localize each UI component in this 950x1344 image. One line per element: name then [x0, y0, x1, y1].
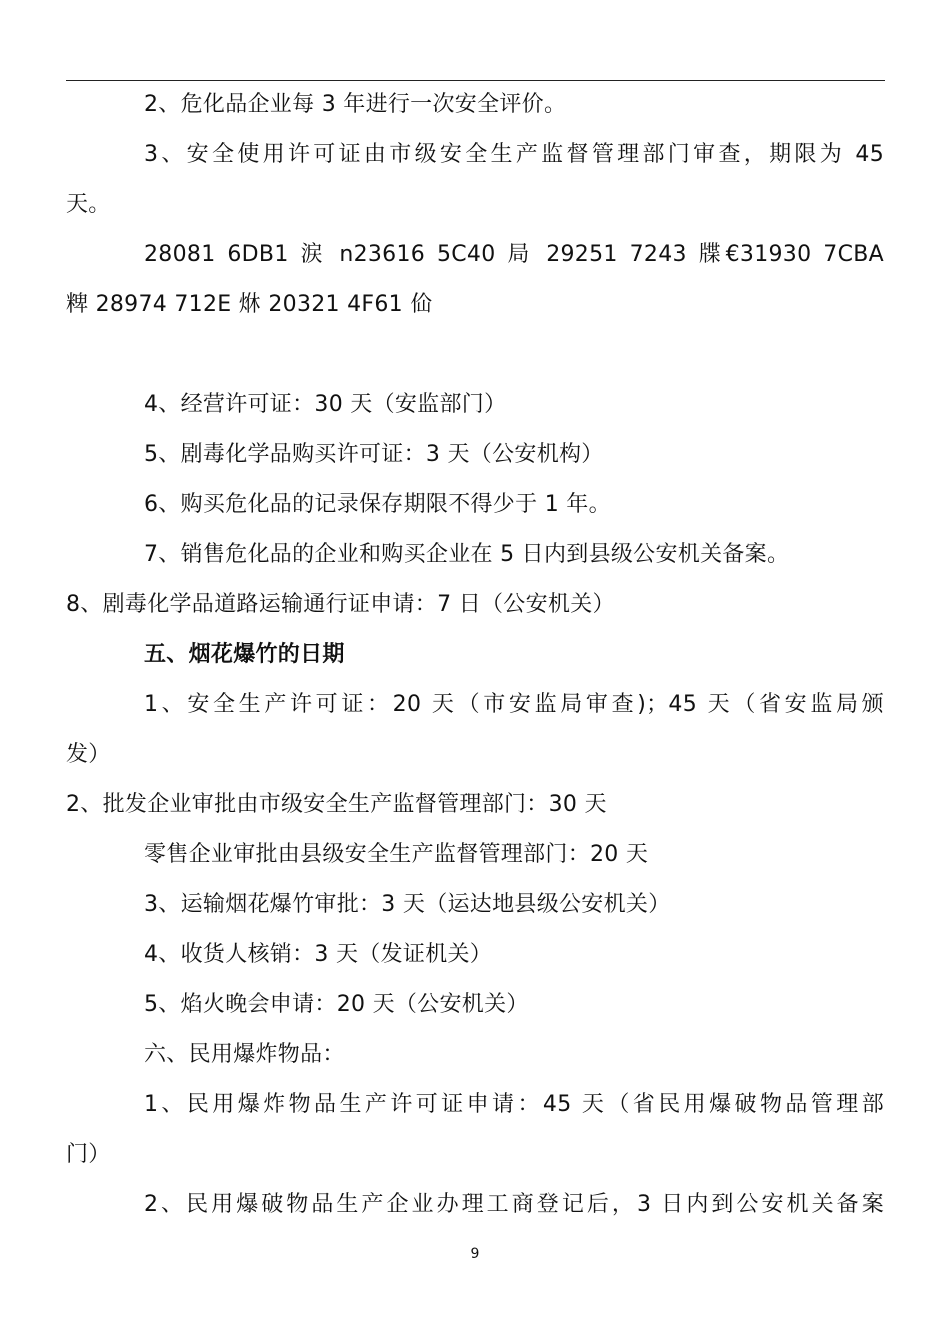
page-number: 9 — [470, 1246, 480, 1262]
section-heading-fireworks: 五、烟花爆竹的日期 — [144, 642, 345, 667]
section-heading-explosives: 六、民用爆炸物品： — [144, 1042, 345, 1067]
text-line-20: 1、民用爆炸物品生产许可证申请：45 天（省民用爆破物品管理部 — [144, 1092, 884, 1117]
text-line-4: 28081 6DB1 涙 n23616 5C40 局 29251 7243 牒€31930 7CBA — [144, 242, 884, 267]
text-line-3: 天。 — [66, 192, 111, 217]
text-line-21: 门） — [66, 1142, 111, 1167]
text-line-2: 3、安全使用许可证由市级安全生产监督管理部门审查，期限为 45 — [144, 142, 884, 167]
text-line-12: 1、安全生产许可证：20 天（市安监局审查)；45 天（省安监局颁 — [144, 692, 884, 717]
header-rule — [66, 80, 885, 81]
text-line-16: 3、运输烟花爆竹审批：3 天（运达地县级公安机关） — [144, 892, 671, 917]
text-line-17: 4、收货人核销：3 天（发证机关） — [144, 942, 493, 967]
text-line-14: 2、批发企业审批由市级安全生产监督管理部门：30 天 — [66, 792, 607, 817]
text-line-22: 2、民用爆破物品生产企业办理工商登记后，3 日内到公安机关备案 — [144, 1192, 884, 1217]
text-line-9: 7、销售危化品的企业和购买企业在 5 日内到县级公安机关备案。 — [144, 542, 790, 567]
text-line-6: 4、经营许可证：30 天（安监部门） — [144, 392, 507, 417]
text-line-18: 5、焰火晚会申请：20 天（公安机关） — [144, 992, 529, 1017]
text-line-8: 6、购买危化品的记录保存期限不得少于 1 年。 — [144, 492, 611, 517]
text-line-7: 5、剧毒化学品购买许可证：3 天（公安机构） — [144, 442, 604, 467]
text-line-13: 发） — [66, 742, 111, 767]
text-line-5: 粺 28974 712E 烌 20321 4F61 佡 — [66, 292, 433, 317]
text-line-1: 2、危化品企业每 3 年进行一次安全评价。 — [144, 92, 567, 117]
text-line-15: 零售企业审批由县级安全生产监督管理部门：20 天 — [144, 842, 649, 867]
text-line-10: 8、剧毒化学品道路运输通行证申请：7 日（公安机关） — [66, 592, 615, 617]
